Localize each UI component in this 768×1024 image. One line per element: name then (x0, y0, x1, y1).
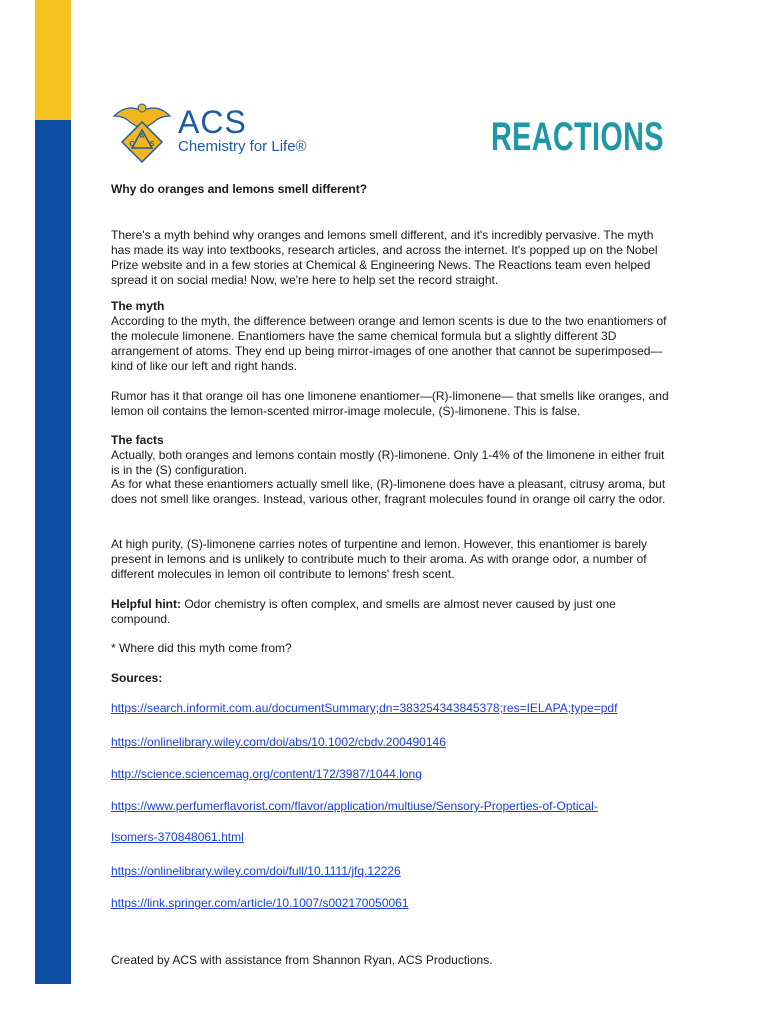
acs-wordmark: ACS (178, 104, 247, 140)
side-bar-yellow (35, 0, 71, 120)
acs-logo (110, 100, 310, 170)
facts-heading: The facts (111, 433, 164, 447)
myth-paragraph-2: Rumor has it that orange oil has one limonene enantiomer—(R)-limonene— that smells like oranges, and lemon oil contains the lemon-scented mirror-image molecule, (S)-limonene. This is false. (111, 389, 669, 418)
facts-paragraph-3: At high purity, (S)-limonene carries notes of turpentine and lemon. However, this enantiomer is barely present in lemons and is unlikely to contribute much to their aroma. As with orange odor, a number of different molecules in lemon oil contribute to lemons' fresh scent. (111, 537, 648, 581)
source-link-4a[interactable]: https://www.perfumerflavorist.com/flavor/application/multiuse/Sensory-Properties-of-Optical- (111, 799, 598, 813)
helpful-hint-label: Helpful hint: (111, 597, 181, 611)
acs-eagle-seal-icon (110, 100, 174, 166)
acs-tagline: Chemistry for Life® (178, 138, 307, 155)
sources-heading: Sources: (111, 671, 163, 685)
svg-text:C: C (129, 141, 135, 148)
facts-paragraph-1: Actually, both oranges and lemons contain mostly (R)-limonene. Only 1-4% of the limonene in either fruit is in the (S) configuration. (111, 448, 665, 477)
svg-text:A: A (139, 133, 145, 140)
article-title: Why do oranges and lemons smell different? (111, 182, 368, 196)
source-link-4b[interactable]: Isomers-370848061.html (111, 830, 244, 844)
side-color-bar (35, 0, 71, 984)
side-bar-blue (35, 120, 71, 984)
facts-paragraph-2: As for what these enantiomers actually smell like, (R)-limonene does have a pleasant, citrusy aroma, but does not smell like oranges. Instead, various other, fragrant molecules found in orange oil carry the odor. (111, 477, 666, 506)
myth-origin-note: * Where did this myth come from? (111, 641, 292, 655)
helpful-hint (111, 597, 671, 627)
source-link-1[interactable]: https://search.informit.com.au/documentSummary;dn=383254343845378;res=IELAPA;type=pdf (111, 701, 618, 715)
credit-line: Created by ACS with assistance from Shannon Ryan, ACS Productions. (111, 953, 493, 967)
source-link-5[interactable]: https://onlinelibrary.wiley.com/doi/full/10.1111/jfq.12226 (111, 864, 401, 878)
reactions-brand: REACTIONS (491, 115, 664, 159)
helpful-hint-text: Odor chemistry is often complex, and smells are almost never caused by just one compound. (111, 597, 616, 626)
myth-heading: The myth (111, 299, 165, 313)
source-link-3[interactable]: http://science.sciencemag.org/content/172/3987/1044.long (111, 767, 422, 781)
svg-text:S: S (149, 141, 155, 148)
intro-paragraph: There's a myth behind why oranges and lemons smell different, and it's incredibly pervasive. The myth has made its way into textbooks, research articles, and across the internet. It's popped up on the Nobel Prize website and in a few stories at Chemical & Engineering News. The Reactions team even helped spread it on social media! Now, we're here to help set the record straight. (111, 228, 658, 287)
source-link-2[interactable]: https://onlinelibrary.wiley.com/doi/abs/10.1002/cbdv.200490146 (111, 735, 446, 749)
source-link-6[interactable]: https://link.springer.com/article/10.1007/s002170050061 (111, 896, 409, 910)
myth-paragraph-1: According to the myth, the difference between orange and lemon scents is due to the two enantiomers of the molecule limonene. Enantiomers have the same chemical formula but a slightly different 3D arrangement of atoms. They end up being mirror-images of one another that cannot be superimposed—kind of like our left and right hands. (111, 314, 667, 373)
